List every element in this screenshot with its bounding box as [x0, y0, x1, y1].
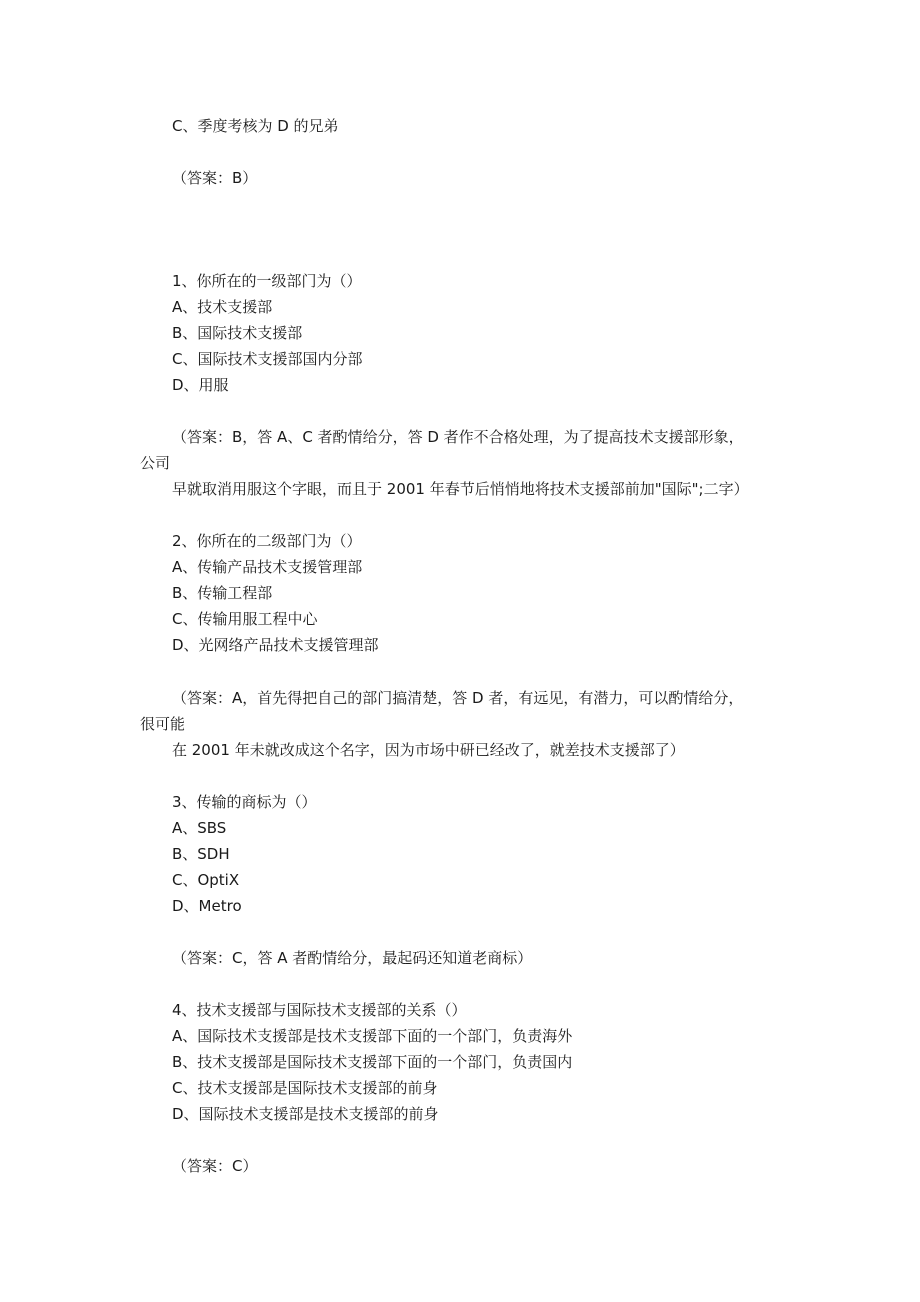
question-2: 2、你所在的二级部门为（）	[172, 532, 362, 550]
question-3-option-a: A、SBS	[172, 819, 227, 837]
question-1-answer-line-1: （答案：B，答 A、C 者酌情给分，答 D 者作不合格处理，为了提高技术支援部形象，	[172, 428, 744, 446]
question-4-option-d: D、国际技术支援部是技术支援部的前身	[172, 1105, 439, 1123]
question-4-answer: （答案：C）	[172, 1157, 258, 1175]
question-2-option-a: A、传输产品技术支援管理部	[172, 558, 363, 576]
question-1-answer-line-2: 公司	[140, 454, 171, 472]
question-4-option-b: B、技术支援部是国际技术支援部下面的一个部门，负责国内	[172, 1053, 573, 1071]
question-2-answer-line-2: 很可能	[140, 715, 186, 733]
question-3: 3、传输的商标为（）	[172, 793, 317, 811]
answer-text: （答案：B）	[172, 169, 258, 187]
option-c: C、季度考核为 D 的兄弟	[172, 117, 339, 135]
question-3-option-d: D、Metro	[172, 897, 242, 915]
question-1-option-a: A、技术支援部	[172, 298, 273, 316]
question-1-option-b: B、国际技术支援部	[172, 324, 303, 342]
question-3-answer: （答案：C，答 A 者酌情给分，最起码还知道老商标）	[172, 949, 533, 967]
question-1-answer-line-3: 早就取消用服这个字眼，而且于 2001 年春节后悄悄地将技术支援部前加"国际";二字）	[172, 480, 749, 498]
question-2-answer-line-3: 在 2001 年未就改成这个名字，因为市场中研已经改了，就差技术支援部了）	[172, 741, 685, 759]
question-2-option-c: C、传输用服工程中心	[172, 610, 318, 628]
question-1-option-c: C、国际技术支援部国内分部	[172, 350, 363, 368]
question-1-option-d: D、用服	[172, 376, 229, 394]
question-3-option-b: B、SDH	[172, 845, 230, 863]
question-2-answer-line-1: （答案：A，首先得把自己的部门搞清楚，答 D 者，有远见，有潜力，可以酌情给分，	[172, 689, 744, 707]
question-2-option-b: B、传输工程部	[172, 584, 273, 602]
question-3-option-c: C、OptiX	[172, 871, 240, 889]
question-4-option-c: C、技术支援部是国际技术支援部的前身	[172, 1079, 438, 1097]
question-2-option-d: D、光网络产品技术支援管理部	[172, 636, 379, 654]
question-4: 4、技术支援部与国际技术支援部的关系（）	[172, 1001, 467, 1019]
question-1: 1、你所在的一级部门为（）	[172, 272, 362, 290]
question-4-option-a: A、国际技术支援部是技术支援部下面的一个部门，负责海外	[172, 1027, 573, 1045]
